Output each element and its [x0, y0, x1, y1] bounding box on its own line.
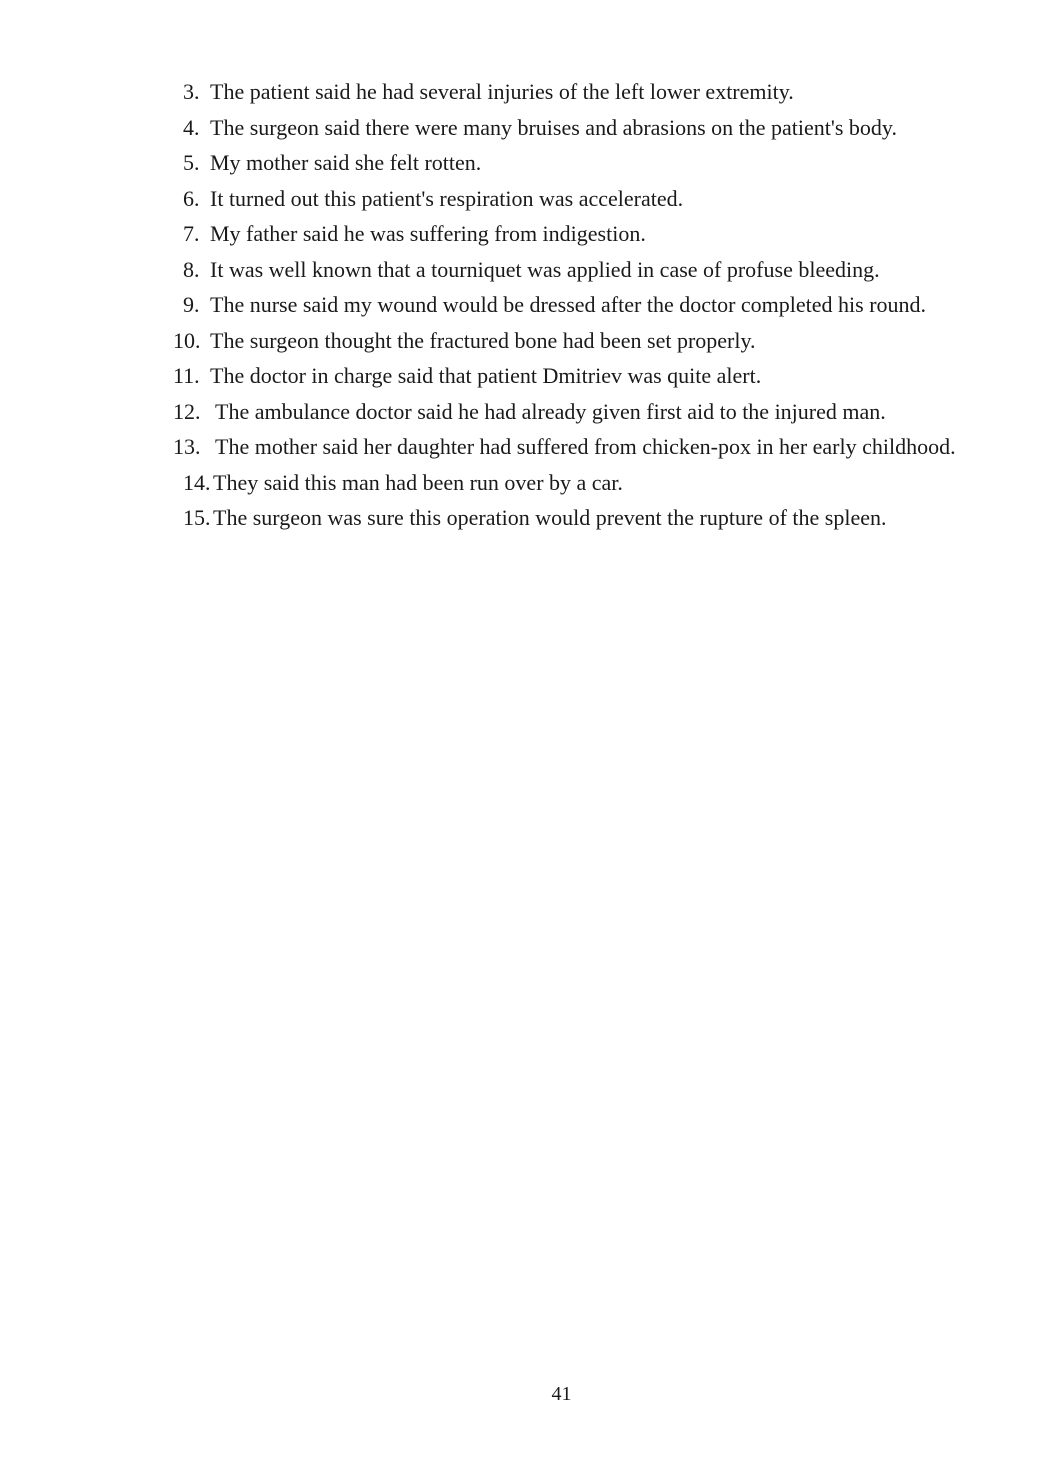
item-number: 5. — [183, 150, 200, 175]
list-item — [0, 327, 1039, 355]
item-number: 9. — [183, 292, 200, 317]
list-item — [0, 185, 1039, 213]
item-text: My mother said she felt rotten. — [210, 150, 482, 175]
item-text: The nurse said my wound would be dressed after the doctor completed his round. — [210, 292, 927, 317]
list-item — [0, 433, 1039, 461]
list-item — [0, 149, 1039, 177]
item-number: 6. — [183, 185, 200, 211]
item-text: The patient said he had several injuries of the left lower extremity. — [210, 79, 794, 104]
item-number: 4. — [183, 114, 200, 140]
item-number: 8. — [183, 256, 200, 282]
list-item — [0, 114, 1039, 142]
item-text: The surgeon said there were many bruises and abrasions on the patient's body. — [210, 114, 898, 140]
list-item — [0, 398, 1039, 426]
list-item — [0, 256, 1039, 284]
item-text: The doctor in charge said that patient Dmitriev was quite alert. — [210, 363, 762, 388]
item-text: The surgeon was sure this operation would prevent the rupture of the spleen. — [213, 505, 887, 530]
list-item — [0, 504, 1039, 532]
item-text: The mother said her daughter had suffered from chicken-pox in her early childhood. — [215, 434, 956, 459]
list-item — [0, 362, 1039, 390]
item-number: 3. — [183, 79, 200, 104]
item-number: 12. — [173, 398, 201, 424]
list-item — [0, 469, 1039, 497]
item-number: 7. — [183, 221, 200, 246]
list-item — [0, 78, 1039, 106]
list-item — [0, 291, 1039, 319]
item-text: The ambulance doctor said he had already given first aid to the injured man. — [215, 398, 886, 424]
item-text: My father said he was suffering from indigestion. — [210, 221, 646, 246]
item-number: 14. — [183, 469, 211, 495]
item-text: They said this man had been run over by a car. — [213, 469, 623, 495]
item-text: The surgeon thought the fractured bone had been set properly. — [210, 327, 756, 353]
exercise-list — [0, 78, 1039, 540]
item-number: 11. — [173, 363, 200, 388]
item-number: 10. — [173, 327, 201, 353]
item-number: 13. — [173, 434, 201, 459]
item-number: 15. — [183, 505, 211, 530]
item-text: It turned out this patient's respiration was accelerated. — [210, 185, 684, 211]
list-item — [0, 220, 1039, 248]
item-text: It was well known that a tourniquet was applied in case of profuse bleeding. — [210, 256, 880, 282]
page-number: 41 — [551, 1383, 572, 1405]
